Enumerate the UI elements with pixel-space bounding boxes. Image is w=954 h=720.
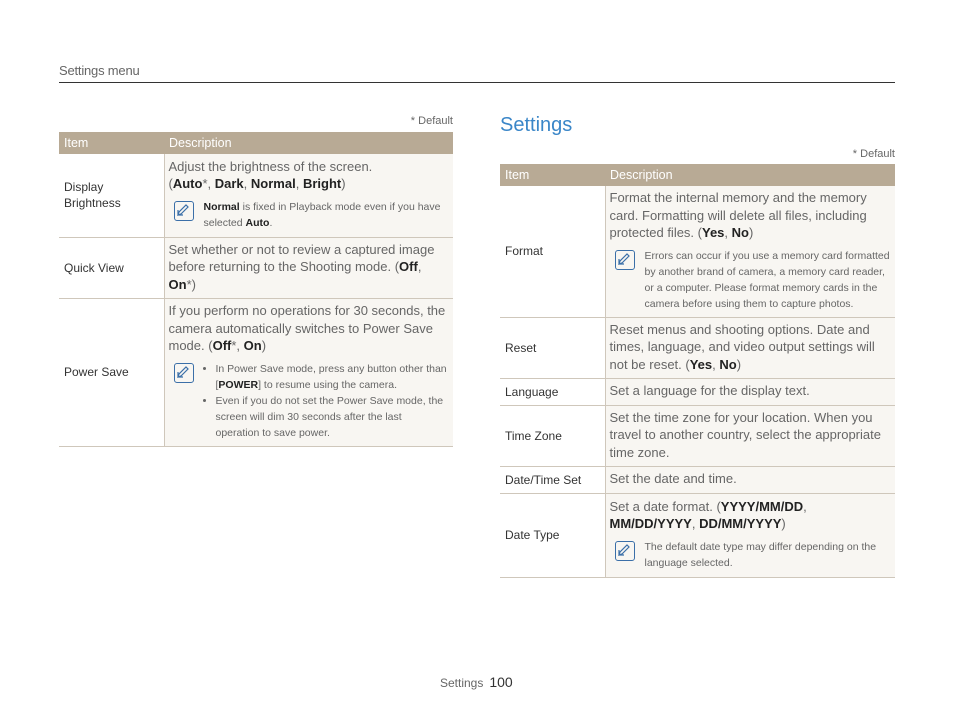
description-cell: Reset menus and shooting options. Date and times, language, and video output settings will not be reset. (Yes, No) — [605, 317, 895, 379]
table-row — [59, 237, 453, 299]
description-text: Format the internal memory and the memory card. Formatting will delete all files, including protected files. (Yes, No) — [609, 190, 867, 240]
column-header-description: Description — [605, 164, 895, 186]
item-cell: Power Save — [59, 299, 164, 447]
column-header-item: Item — [500, 164, 605, 186]
description-text: Adjust the brightness of the screen. — [168, 158, 373, 174]
note-bullet: • Even if you do not set the Power Save mode, the screen will dim 30 seconds after the last operation to save power. — [216, 393, 449, 441]
footer-label: Settings — [440, 676, 484, 690]
table-header-row — [500, 164, 895, 186]
note-text — [204, 361, 449, 441]
note-icon — [615, 250, 635, 270]
note-box — [169, 199, 449, 231]
description-cell: Set the date and time. — [605, 467, 895, 494]
note-icon — [615, 541, 635, 561]
note-text: The default date type may differ depending on the language selected. — [644, 540, 877, 569]
item-cell: Time Zone — [500, 405, 605, 467]
table-row — [500, 317, 895, 379]
running-header: Settings menu — [59, 63, 140, 78]
description-text: If you perform no operations for 30 seconds, the camera automatically switches to Power Save mode. (Off*, On) — [168, 303, 446, 353]
header-rule — [59, 82, 895, 83]
table-row — [500, 493, 895, 577]
table-row — [59, 154, 453, 237]
description-text: Set a date format. (YYYY/MM/DD, MM/DD/YYYY, DD/MM/YYYY) — [609, 498, 807, 531]
table-row — [500, 405, 895, 467]
default-note-left: * Default — [410, 115, 453, 127]
note-icon — [174, 201, 194, 221]
note-text: Errors can occur if you use a memory card formatted by another brand of camera, a memory card reader, or a computer. Please format memory cards in the camera before using them to capture photos. — [644, 249, 890, 310]
description-cell — [164, 299, 453, 447]
description-cell — [164, 154, 453, 237]
item-cell: Language — [500, 379, 605, 406]
item-cell: Display Brightness — [59, 154, 164, 237]
page-footer — [440, 674, 513, 690]
description-cell: Set a language for the display text. — [605, 379, 895, 406]
table-row — [59, 299, 453, 447]
description-cell — [605, 493, 895, 577]
default-note-right: * Default — [852, 148, 895, 160]
settings-table — [500, 164, 895, 578]
column-header-description: Description — [164, 132, 453, 154]
item-cell: Date/Time Set — [500, 467, 605, 494]
note-icon — [174, 363, 194, 383]
item-cell: Date Type — [500, 493, 605, 577]
column-header-item: Item — [59, 132, 164, 154]
item-cell: Quick View — [59, 237, 164, 299]
note-bullet: • In Power Save mode, press any button other than [POWER] to resume using the camera. — [216, 361, 449, 393]
page-number: 100 — [489, 674, 513, 690]
note-text: Normal is fixed in Playback mode even if you have selected Auto. — [203, 200, 441, 229]
description-cell: Set the time zone for your location. When you travel to another country, select the appropriate time zone. — [605, 405, 895, 467]
table-header-row — [59, 132, 453, 154]
left-settings-table — [59, 132, 453, 447]
table-row — [500, 467, 895, 494]
item-cell: Reset — [500, 317, 605, 379]
section-title: Settings — [500, 114, 573, 136]
description-cell — [605, 186, 895, 317]
item-cell: Format — [500, 186, 605, 317]
note-box — [610, 539, 891, 571]
description-cell: Set whether or not to review a captured image before returning to the Shooting mode. (Off, On*) — [164, 237, 453, 299]
options-text: (Auto*, Dark, Normal, Bright) — [168, 176, 346, 192]
note-box — [610, 248, 891, 312]
table-row — [500, 186, 895, 317]
table-row — [500, 379, 895, 406]
note-box — [169, 361, 449, 441]
